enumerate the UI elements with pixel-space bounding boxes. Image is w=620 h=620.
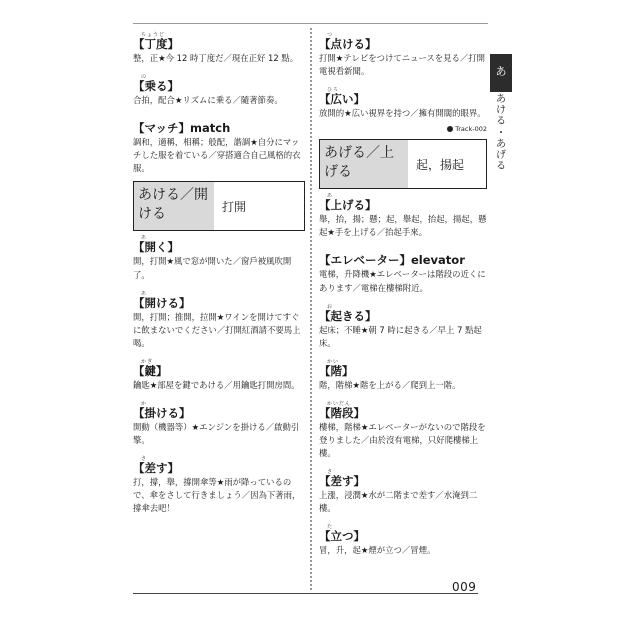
entry-reading: あ: [141, 290, 148, 297]
entry-headword: [319, 87, 487, 106]
entry-headword: [133, 74, 305, 93]
tab-label-char: あ: [496, 94, 506, 105]
entry-headword: [319, 304, 487, 323]
entry-headword-text: 【階】: [319, 363, 354, 378]
entry-reading: の: [141, 74, 148, 81]
entry-headword-text: 【マッチ】match: [133, 121, 231, 136]
entry-definition: 打開★テレビをつけてニュースを見る／打開電視看新聞。: [319, 53, 486, 77]
entry-headword: [133, 291, 305, 310]
entry-headword: [133, 359, 305, 378]
entry-headword-text: 【立つ】: [319, 529, 365, 544]
dictionary-entry: [133, 401, 305, 447]
entry-definition: 開，打開★風で窓が開いた／窗戶被風吹開了。: [133, 256, 292, 280]
entry-headword-text: 【掛ける】: [133, 406, 191, 421]
entry-reading: かい: [327, 358, 340, 365]
dictionary-entry: [319, 401, 487, 460]
top-rule: [133, 23, 488, 24]
dictionary-entry: [319, 469, 487, 515]
group-box-meaning: 起，揚起: [416, 157, 465, 172]
entry-headword-text: 【上げる】: [319, 198, 377, 213]
dictionary-entry: [319, 193, 487, 239]
entry-reading: ひろ: [327, 87, 340, 94]
dictionary-entry: [133, 235, 305, 281]
dictionary-entry: [319, 87, 487, 120]
entry-reading: かぎ: [141, 358, 154, 365]
entry-headword: [133, 235, 305, 254]
group-box-ageru: [319, 139, 487, 189]
left-column: [133, 32, 305, 521]
dictionary-entry: [133, 32, 305, 65]
entry-headword-text: 【広い】: [319, 92, 365, 107]
entry-definition: 放開的★広い視界を持つ／擁有開闊的眼界。: [319, 108, 486, 119]
entry-headword-text: 【開く】: [133, 240, 179, 255]
group-box-meaning: 打開: [222, 199, 247, 214]
entry-headword-text: 【点ける】: [319, 37, 377, 51]
section-tab-label: [493, 94, 509, 172]
right-entries-bottom: [319, 193, 487, 557]
entry-reading: お: [327, 303, 334, 310]
dictionary-entry: [133, 456, 305, 515]
tab-label-char: る: [496, 116, 506, 128]
entry-reading: あ: [327, 193, 334, 200]
entry-definition: 開動（機器等）★エンジンを掛ける／啟動引擎。: [133, 422, 300, 446]
tab-label-char: け: [496, 105, 506, 117]
tab-label-char: ・: [496, 127, 506, 139]
dictionary-entry: [319, 304, 487, 350]
entry-reading: つ: [327, 32, 334, 38]
entry-definition: 鑰匙★部屋を鍵であける／用鑰匙打開房間。: [133, 379, 300, 390]
tab-label-char: る: [496, 161, 506, 173]
dictionary-entry: [319, 32, 487, 78]
entry-reading: さ: [141, 456, 148, 463]
entry-definition: 冒，升，起★煙が立つ／冒煙。: [319, 545, 436, 556]
entry-definition: 整，正★今 12 時丁度だ／現在正好 12 點。: [133, 53, 299, 63]
bottom-rule: [133, 593, 478, 594]
right-column: [319, 32, 487, 563]
entry-headword: [319, 359, 487, 378]
entry-headword: [133, 116, 305, 135]
group-box-head: あげる／上げる: [320, 140, 408, 188]
dictionary-entry: [319, 359, 487, 392]
entry-headword-text: 【起きる】: [319, 308, 377, 323]
dictionary-entry: [133, 116, 305, 175]
audio-track[interactable]: [319, 125, 487, 133]
entry-reading: た: [327, 524, 334, 531]
group-box-head: あける／開ける: [134, 182, 214, 230]
audio-track-icon: [447, 126, 453, 132]
column-divider: [310, 28, 312, 590]
entry-headword-text: 【差す】: [319, 474, 365, 489]
left-entries-bottom: [133, 235, 305, 515]
entry-headword: [133, 401, 305, 420]
tab-label-char: げ: [496, 150, 506, 162]
dictionary-entry: [319, 248, 487, 294]
entry-headword: [319, 32, 487, 51]
page-number: 009: [452, 580, 477, 594]
entry-headword-text: 【差す】: [133, 461, 179, 476]
entry-definition: 電梯，升降機★エレベーターは階段の近くにあります／電梯在樓梯附近。: [319, 269, 486, 293]
entry-definition: 樓梯，階梯★エレベーターがないので階段を登りました／由於沒有電梯，只好爬樓梯上樓。: [319, 421, 486, 459]
entry-headword-text: 【階段】: [319, 405, 365, 420]
entry-reading: さ: [327, 469, 334, 476]
section-tab-char: あ: [495, 65, 507, 78]
dictionary-entry: [133, 291, 305, 350]
entry-definition: 打，撐，舉，撐開傘等★雨が降っているので、傘をさして行きましょう／因為下著雨，撐傘去吧！: [133, 477, 301, 514]
entry-reading: ちょうど: [141, 32, 166, 38]
entry-definition: 舉，抬，揚；懸；起，舉起，抬起，揚起，懸起★手を上げる／抬起手來。: [319, 214, 487, 238]
entry-definition: 合拍，配合★リズムに乗る／隨著節奏。: [133, 95, 283, 106]
entry-headword-text: 【乗る】: [133, 79, 179, 94]
dictionary-entry: [319, 524, 487, 557]
right-entries-top: [319, 32, 487, 120]
group-box-akeru: [133, 181, 305, 231]
entry-headword-text: 【鍵】: [133, 363, 168, 378]
entry-reading: か: [141, 401, 148, 408]
entry-definition: 上漲，浸潤★水が二階まで差す／水淹到二樓。: [319, 490, 478, 514]
entry-definition: 階，階梯★階を上がる／爬到上一階。: [319, 379, 461, 390]
entry-headword-text: 【丁度】: [133, 37, 179, 51]
entry-headword: [319, 469, 487, 488]
entry-headword: [133, 32, 305, 51]
tab-label-char: あ: [496, 138, 506, 150]
dictionary-entry: [133, 359, 305, 392]
dictionary-entry: [133, 74, 305, 107]
entry-headword: [133, 456, 305, 475]
entry-headword: [319, 401, 487, 420]
entry-reading: かいだん: [327, 400, 352, 407]
entry-reading: あ: [141, 235, 148, 242]
left-entries-top: [133, 32, 305, 175]
entry-headword: [319, 524, 487, 543]
audio-track-label: Track-002: [455, 125, 487, 134]
entry-definition: 開，打開；推開，拉開★ワインを開けてすぐに飲まないでください／打開紅酒請不要馬上喝。: [133, 311, 301, 348]
entry-headword: [319, 248, 487, 267]
entry-definition: 起床；不睡★朝 7 時に起きる／早上 7 點起床。: [319, 324, 482, 348]
entry-headword-text: 【エレベーター】elevator: [319, 253, 465, 268]
entry-headword-text: 【開ける】: [133, 295, 191, 310]
entry-definition: 調和，適稱，相稱；般配，諧調★自分にマッチした服を着ている／穿搭適合自己風格的衣服。: [133, 137, 301, 174]
entry-headword: [319, 193, 487, 212]
